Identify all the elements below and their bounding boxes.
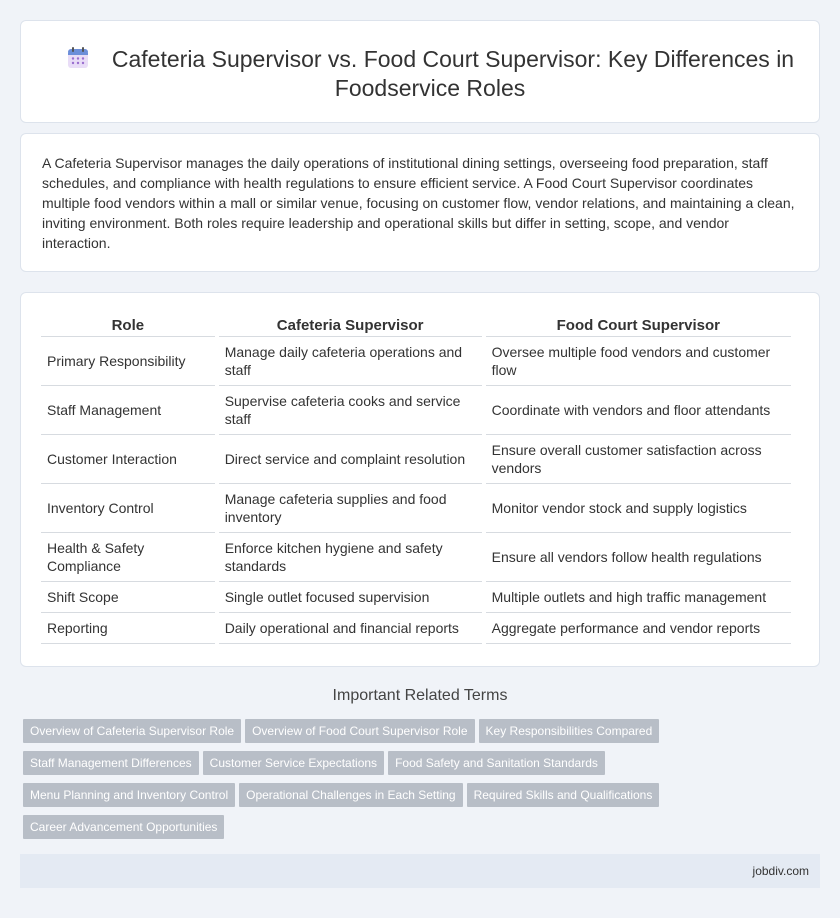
related-term-tag[interactable]: Overview of Food Court Supervisor Role [245,719,474,743]
row-label: Staff Management [41,386,215,435]
related-term-tag[interactable]: Required Skills and Qualifications [467,783,660,807]
summary-text: A Cafeteria Supervisor manages the daily operations of institutional dining settings, overseeing food preparation, staff schedules, and compliance with health regulations to ensure efficient service. A Food Court Supervisor coordinates multiple food vendors within a mall or similar venue, focusing on customer flow, vendor relations, and maintaining a clean, inviting environment. Both roles require leadership and operational skills but differ in setting, scope, and vendor interaction. [42,155,795,251]
related-terms-list [23,719,783,847]
column-header-cafeteria: Cafeteria Supervisor [219,315,482,337]
page-title-wrap [61,45,799,103]
related-term-tag[interactable]: Operational Challenges in Each Setting [239,783,462,807]
related-term-tag[interactable]: Customer Service Expectations [203,751,384,775]
column-header-food-court: Food Court Supervisor [486,315,791,337]
header-card [20,20,820,123]
cafeteria-cell: Enforce kitchen hygiene and safety standards [219,533,482,582]
row-label: Inventory Control [41,484,215,533]
table-row [41,484,791,533]
summary-card [20,133,820,272]
food-court-cell: Ensure all vendors follow health regulations [486,533,791,582]
related-term-tag[interactable]: Staff Management Differences [23,751,199,775]
table-row [41,435,791,484]
page-title: Cafeteria Supervisor vs. Food Court Supervisor: Key Differences in Foodservice Roles [111,46,795,101]
row-label: Reporting [41,613,215,644]
food-court-cell: Coordinate with vendors and floor attendants [486,386,791,435]
row-label: Shift Scope [41,582,215,613]
table-row [41,337,791,386]
cafeteria-cell: Daily operational and financial reports [219,613,482,644]
related-term-tag[interactable]: Career Advancement Opportunities [23,815,224,839]
footer [20,854,820,888]
row-label: Primary Responsibility [41,337,215,386]
footer-site-link[interactable]: jobdiv.com [752,864,809,878]
comparison-card [20,292,820,667]
row-label: Health & Safety Compliance [41,533,215,582]
related-term-tag[interactable]: Overview of Cafeteria Supervisor Role [23,719,241,743]
table-row [41,613,791,644]
food-court-cell: Multiple outlets and high traffic management [486,582,791,613]
column-header-role: Role [41,315,215,337]
table-row [41,582,791,613]
related-term-tag[interactable]: Food Safety and Sanitation Standards [388,751,605,775]
food-court-cell: Oversee multiple food vendors and customer flow [486,337,791,386]
cafeteria-cell: Direct service and complaint resolution [219,435,482,484]
related-term-tag[interactable]: Key Responsibilities Compared [479,719,660,743]
cafeteria-cell: Manage daily cafeteria operations and staff [219,337,482,386]
cafeteria-cell: Manage cafeteria supplies and food inventory [219,484,482,533]
related-terms-title: Important Related Terms [332,687,508,704]
food-court-cell: Aggregate performance and vendor reports [486,613,791,644]
related-term-tag[interactable]: Menu Planning and Inventory Control [23,783,235,807]
table-row [41,386,791,435]
calendar-icon [66,46,90,70]
comparison-table [37,315,795,644]
food-court-cell: Ensure overall customer satisfaction across vendors [486,435,791,484]
table-row [41,533,791,582]
food-court-cell: Monitor vendor stock and supply logistics [486,484,791,533]
cafeteria-cell: Supervise cafeteria cooks and service staff [219,386,482,435]
table-header-row [41,315,791,337]
cafeteria-cell: Single outlet focused supervision [219,582,482,613]
row-label: Customer Interaction [41,435,215,484]
